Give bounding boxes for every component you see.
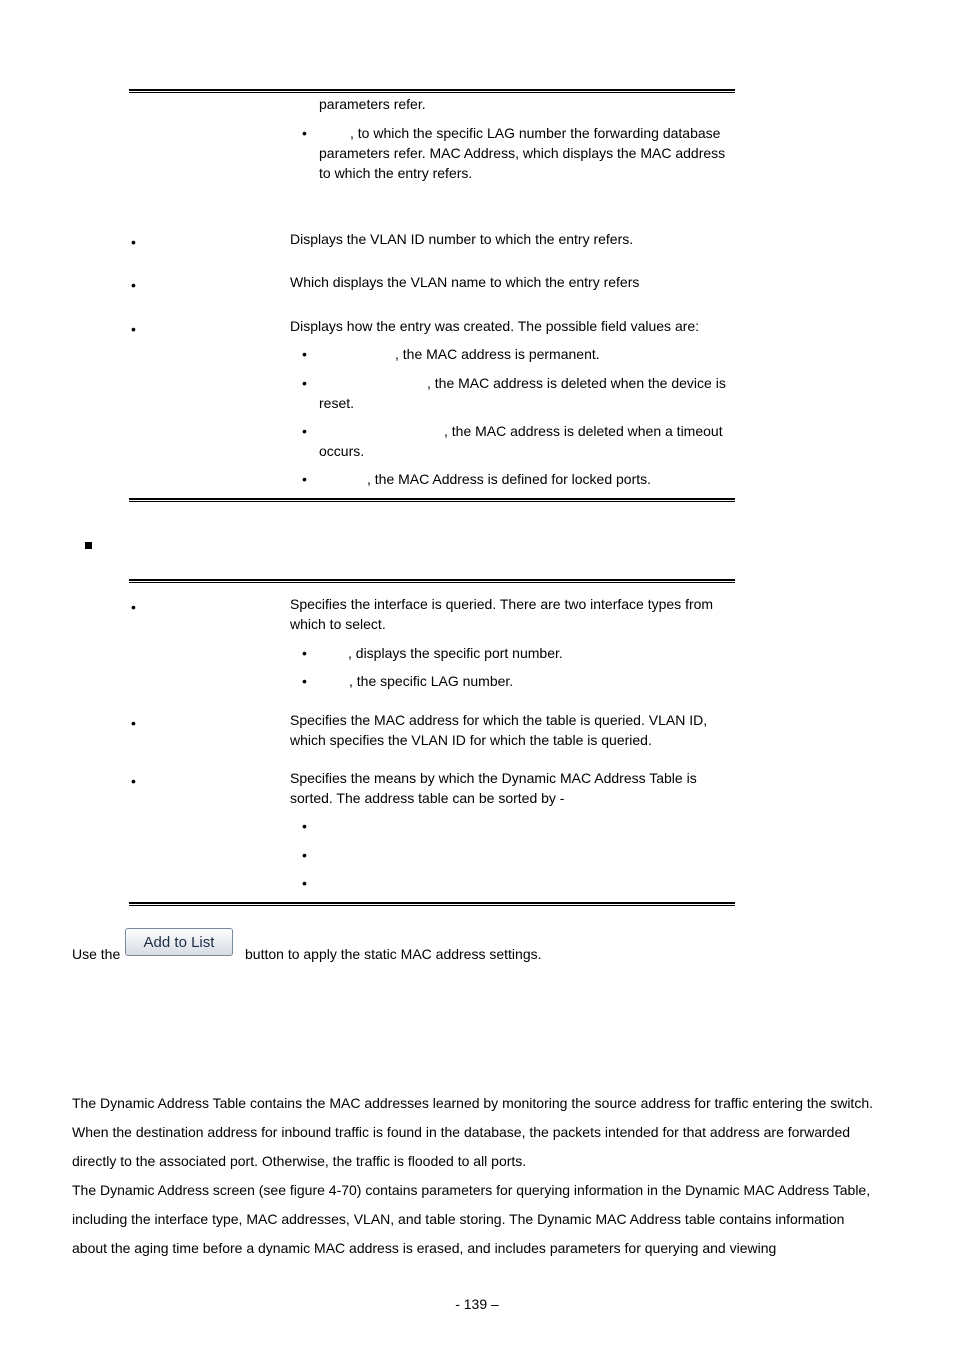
bullet-icon: • [131,715,136,731]
bullet-icon: • [302,645,307,661]
vlan-name-description: Which displays the VLAN name to which the entry refers [290,274,640,290]
lag-option-text: , to which the specific LAG number the forwarding database parameters refer. MAC Address, which displays the MAC address to which the entry refers. [319,125,726,181]
table1-top-rule [129,89,735,93]
bullet-icon: • [131,599,136,615]
bullet-icon: • [131,321,136,337]
bullet-icon: • [302,346,307,362]
bullet-icon: • [131,277,136,293]
bullet-icon: • [302,673,307,689]
bullet-icon: • [302,875,307,891]
table2-top-rule [129,579,735,583]
table2-bottom-rule [129,902,735,906]
status-value-delete-on-reset: , the MAC address is deleted when the device is reset. [319,375,726,411]
bullet-icon: • [302,423,307,439]
body-paragraph-1: The Dynamic Address Table contains the MAC addresses learned by monitoring the source address for traffic entering the switch. When the destination address for inbound traffic is found in the database, the packets intended for that address are forwarded directly to the associated port. Otherwise, the traffic is flooded to all ports. [72,1095,874,1169]
sort-description: Specifies the means by which the Dynamic MAC Address Table is sorted. The address table can be sorted by - [290,770,697,806]
status-description: Displays how the entry was created. The possible field values are: [290,318,700,334]
bullet-icon: • [302,125,307,141]
interface-value-lag: , the specific LAG number. [349,673,514,689]
table1-bottom-rule [129,498,735,502]
status-value-delete-on-timeout: , the MAC address is deleted when a timeout occurs. [319,423,723,459]
bullet-icon: • [302,847,307,863]
interface-description: Specifies the interface is queried. There are two interface types from which to select. [290,596,714,632]
page-number: - 139 – [455,1296,499,1312]
bullet-icon: • [302,375,307,391]
bullet-icon: • [302,818,307,834]
body-paragraph-2: The Dynamic Address screen (see figure 4-70) contains parameters for querying information in the Dynamic MAC Address Table, including the interface type, MAC addresses, VLAN, and table storing. The Dynamic MAC Address table contains information about the aging time before a dynamic MAC address is erased, and includes parameters for querying and viewing [72,1182,871,1256]
status-value-permanent: , the MAC address is permanent. [395,346,600,362]
status-value-secure: , the MAC Address is defined for locked ports. [367,471,652,487]
apply-suffix-text: button to apply the static MAC address settings. [245,946,542,962]
mac-address-description: Specifies the MAC address for which the table is queried. VLAN ID, which specifies the VLAN ID for which the table is queried. [290,712,708,748]
apply-prefix-text: Use the [72,946,121,962]
bullet-icon: • [302,471,307,487]
table1-continuation-text: parameters refer. [319,96,426,112]
bullet-icon: • [131,773,136,789]
vlan-id-description: Displays the VLAN ID number to which the entry refers. [290,231,634,247]
add-to-list-button[interactable]: Add to List [125,928,233,956]
bullet-icon: • [131,234,136,250]
section-square-icon [85,542,92,549]
interface-value-port: , displays the specific port number. [348,645,563,661]
